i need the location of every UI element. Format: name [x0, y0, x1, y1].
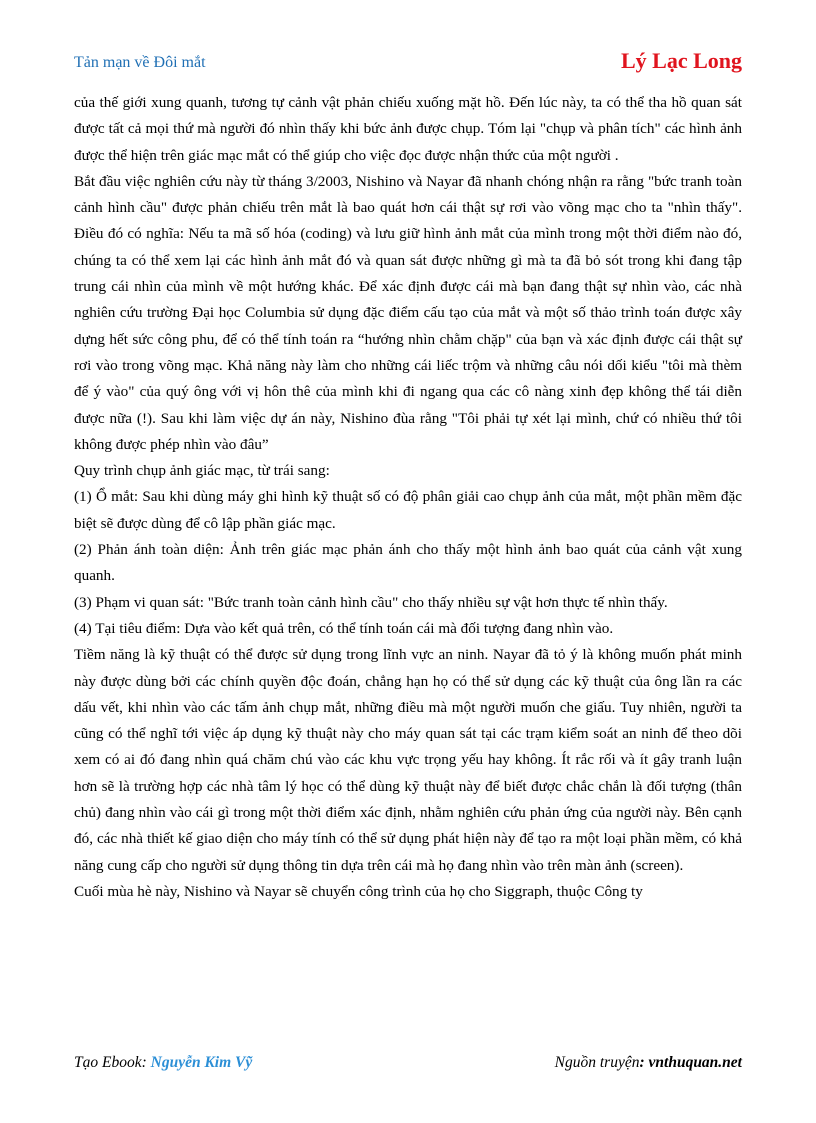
paragraph-2: Bắt đầu việc nghiên cứu này từ tháng 3/2003, Nishino và Nayar đã nhanh chóng nhận ra rằng "bức tranh toàn cảnh hình cầu" được phản chiếu trên mắt là bao quát hơn cái thật sự rơi vào võng mạc cho ta "nhìn thấy". Điều đó có nghĩa: Nếu ta mã số hóa (coding) và lưu giữ hình ảnh mắt của mình trong một thời điểm nào đó, chúng ta có thể xem lại các hình ảnh mắt đó và quan sát được những gì mà ta đã bỏ sót trong khi đang tập trung cái nhìn của mình về một hướng khác. Để xác định được cái mà bạn đang thật sự nhìn vào, các nhà nghiên cứu trường Đại học Columbia sử dụng đặc điểm cấu tạo của mắt và một số thảo trình toán được xây dựng hết sức công phu, để có thể tính toán ra “hướng nhìn chằm chặp" của bạn và xác định được cái thật sự rơi vào trong võng mạc. Khả năng này làm cho những cái liếc trộm và những câu nói dối kiểu "tôi mà thèm để ý vào" của quý ông với vị hôn thê của mình khi đi ngang qua các cô nàng xinh đẹp không thể tái diễn được nữa (!). Sau khi làm việc dự án này, Nishino đùa rằng "Tôi phải tự xét lại mình, chứ có nhiều thứ tôi không được phép nhìn vào đâu” [74, 172, 742, 453]
paragraph-6: (3) Phạm vi quan sát: "Bức tranh toàn cảnh hình cầu" cho thấy nhiều sự vật hơn thực tế nhìn thấy. [74, 593, 668, 611]
paragraph-3: Quy trình chụp ảnh giác mạc, từ trái sang: [74, 462, 330, 480]
paragraph-9: Cuối mùa hè này, Nishino và Nayar sẽ chuyển công trình của họ cho Siggraph, thuộc Công ty [74, 882, 643, 900]
page-header [74, 48, 742, 78]
page-body [74, 90, 742, 905]
author-name: Lý Lạc Long [620, 48, 742, 73]
source-separator: : [639, 1054, 649, 1071]
creator-name: Nguyễn Kim Vỹ [150, 1054, 253, 1071]
creator-label: Tạo Ebook [74, 1054, 142, 1071]
book-title: Tản mạn về Đôi mắt [74, 54, 206, 71]
ebook-credit [74, 1054, 252, 1072]
source-label: Nguồn truyện [554, 1054, 640, 1071]
creator-separator: : [141, 1054, 151, 1071]
paragraph-7: (4) Tại tiêu điểm: Dựa vào kết quả trên, có thể tính toán cái mà đối tượng đang nhìn vào. [74, 619, 614, 637]
page-footer [74, 1054, 742, 1078]
paragraph-5: (2) Phản ánh toàn diện: Ảnh trên giác mạc phản ánh cho thấy một hình ảnh bao quát của cảnh vật xung quanh. [74, 541, 742, 585]
paragraph-1: của thế giới xung quanh, tương tự cảnh vật phản chiếu xuống mặt hồ. Đến lúc này, ta có thể tha hồ quan sát được tất cả mọi thứ mà người đó nhìn thấy khi bức ảnh được chụp. Tóm lại "chụp và phân tích" các hình ảnh được thể hiện trên giác mạc mắt có thể giúp cho việc đọc được nhận thức của một người . [74, 94, 742, 164]
source-credit [555, 1054, 742, 1072]
paragraph-8: Tiềm năng là kỹ thuật có thể được sử dụng trong lĩnh vực an ninh. Nayar đã tỏ ý là không muốn phát minh này được dùng bởi các chính quyền độc đoán, chẳng hạn họ có thể sử dụng các kỹ thuật của ông lần ra các dấu vết, khi nhìn vào các tấm ảnh chụp mắt, những điều mà một người muốn che giấu. Tuy nhiên, người ta cũng có thể nghĩ tới việc áp dụng kỹ thuật này cho máy quan sát tại các trạm kiểm soát an ninh để theo dõi xem có ai đó đang nhìn quá chăm chú vào các khu vực trọng yếu hay không. Ít rắc rối và ít gây tranh luận hơn sẽ là trường hợp các nhà tâm lý học có thể dùng kỹ thuật này để biết được chắc chắn là đối tượng (thân chủ) đang nhìn vào cái gì trong một thời điểm xác định, nhằm nghiên cứu phản ứng của người này. Bên cạnh đó, các nhà thiết kế giao diện cho máy tính có thể sử dụng phát hiện này để tạo ra một loại phần mềm, có khả năng cung cấp cho người sử dụng thông tin dựa trên cái mà họ đang nhìn vào trên màn ảnh (screen). [74, 646, 742, 874]
source-name: vnthuquan.net [648, 1054, 742, 1071]
paragraph-4: (1) Ổ mắt: Sau khi dùng máy ghi hình kỹ thuật số có độ phân giải cao chụp ảnh của mắt, một phần mềm đặc biệt sẽ được dùng để cô lập phần giác mạc. [74, 488, 742, 532]
